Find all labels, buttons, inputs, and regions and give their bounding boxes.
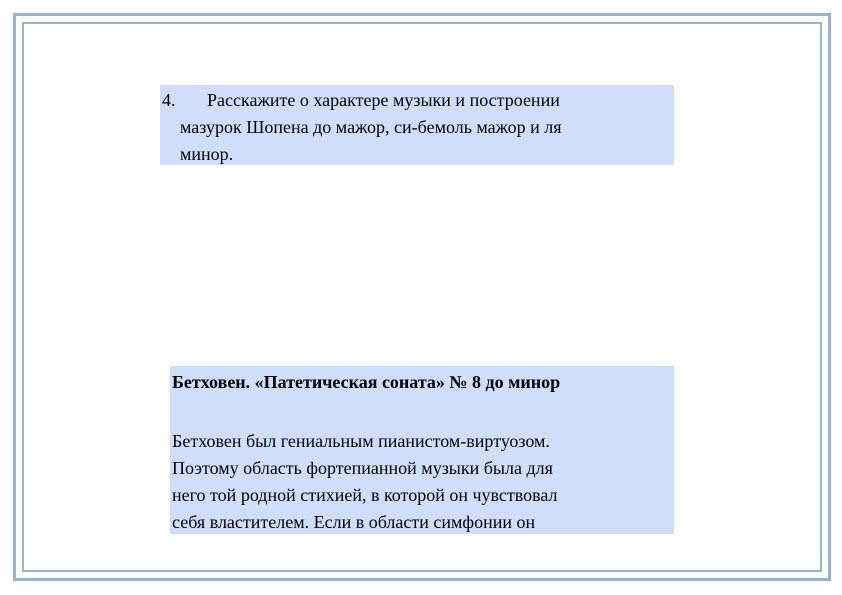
- section-title: Бетховен. «Патетическая соната» № 8 до минор: [172, 372, 561, 392]
- question-line: минор.: [180, 144, 234, 164]
- question-line: Расскажите о характере музыки и построении: [207, 90, 560, 110]
- section-block: [170, 366, 674, 534]
- paragraph-line: Поэтому область фортепианной музыки была для: [172, 458, 553, 478]
- paragraph-line: Бетховен был гениальным пианистом-виртуозом.: [172, 431, 550, 451]
- paragraph-line: него той родной стихией, в которой он чувствовал: [172, 485, 558, 505]
- paragraph-line: себя властителем. Если в области симфонии он: [172, 512, 536, 532]
- question-number: 4.: [162, 90, 176, 110]
- question-block: [160, 85, 674, 165]
- question-line: мазурок Шопена до мажор, си-бемоль мажор и ля: [180, 117, 562, 137]
